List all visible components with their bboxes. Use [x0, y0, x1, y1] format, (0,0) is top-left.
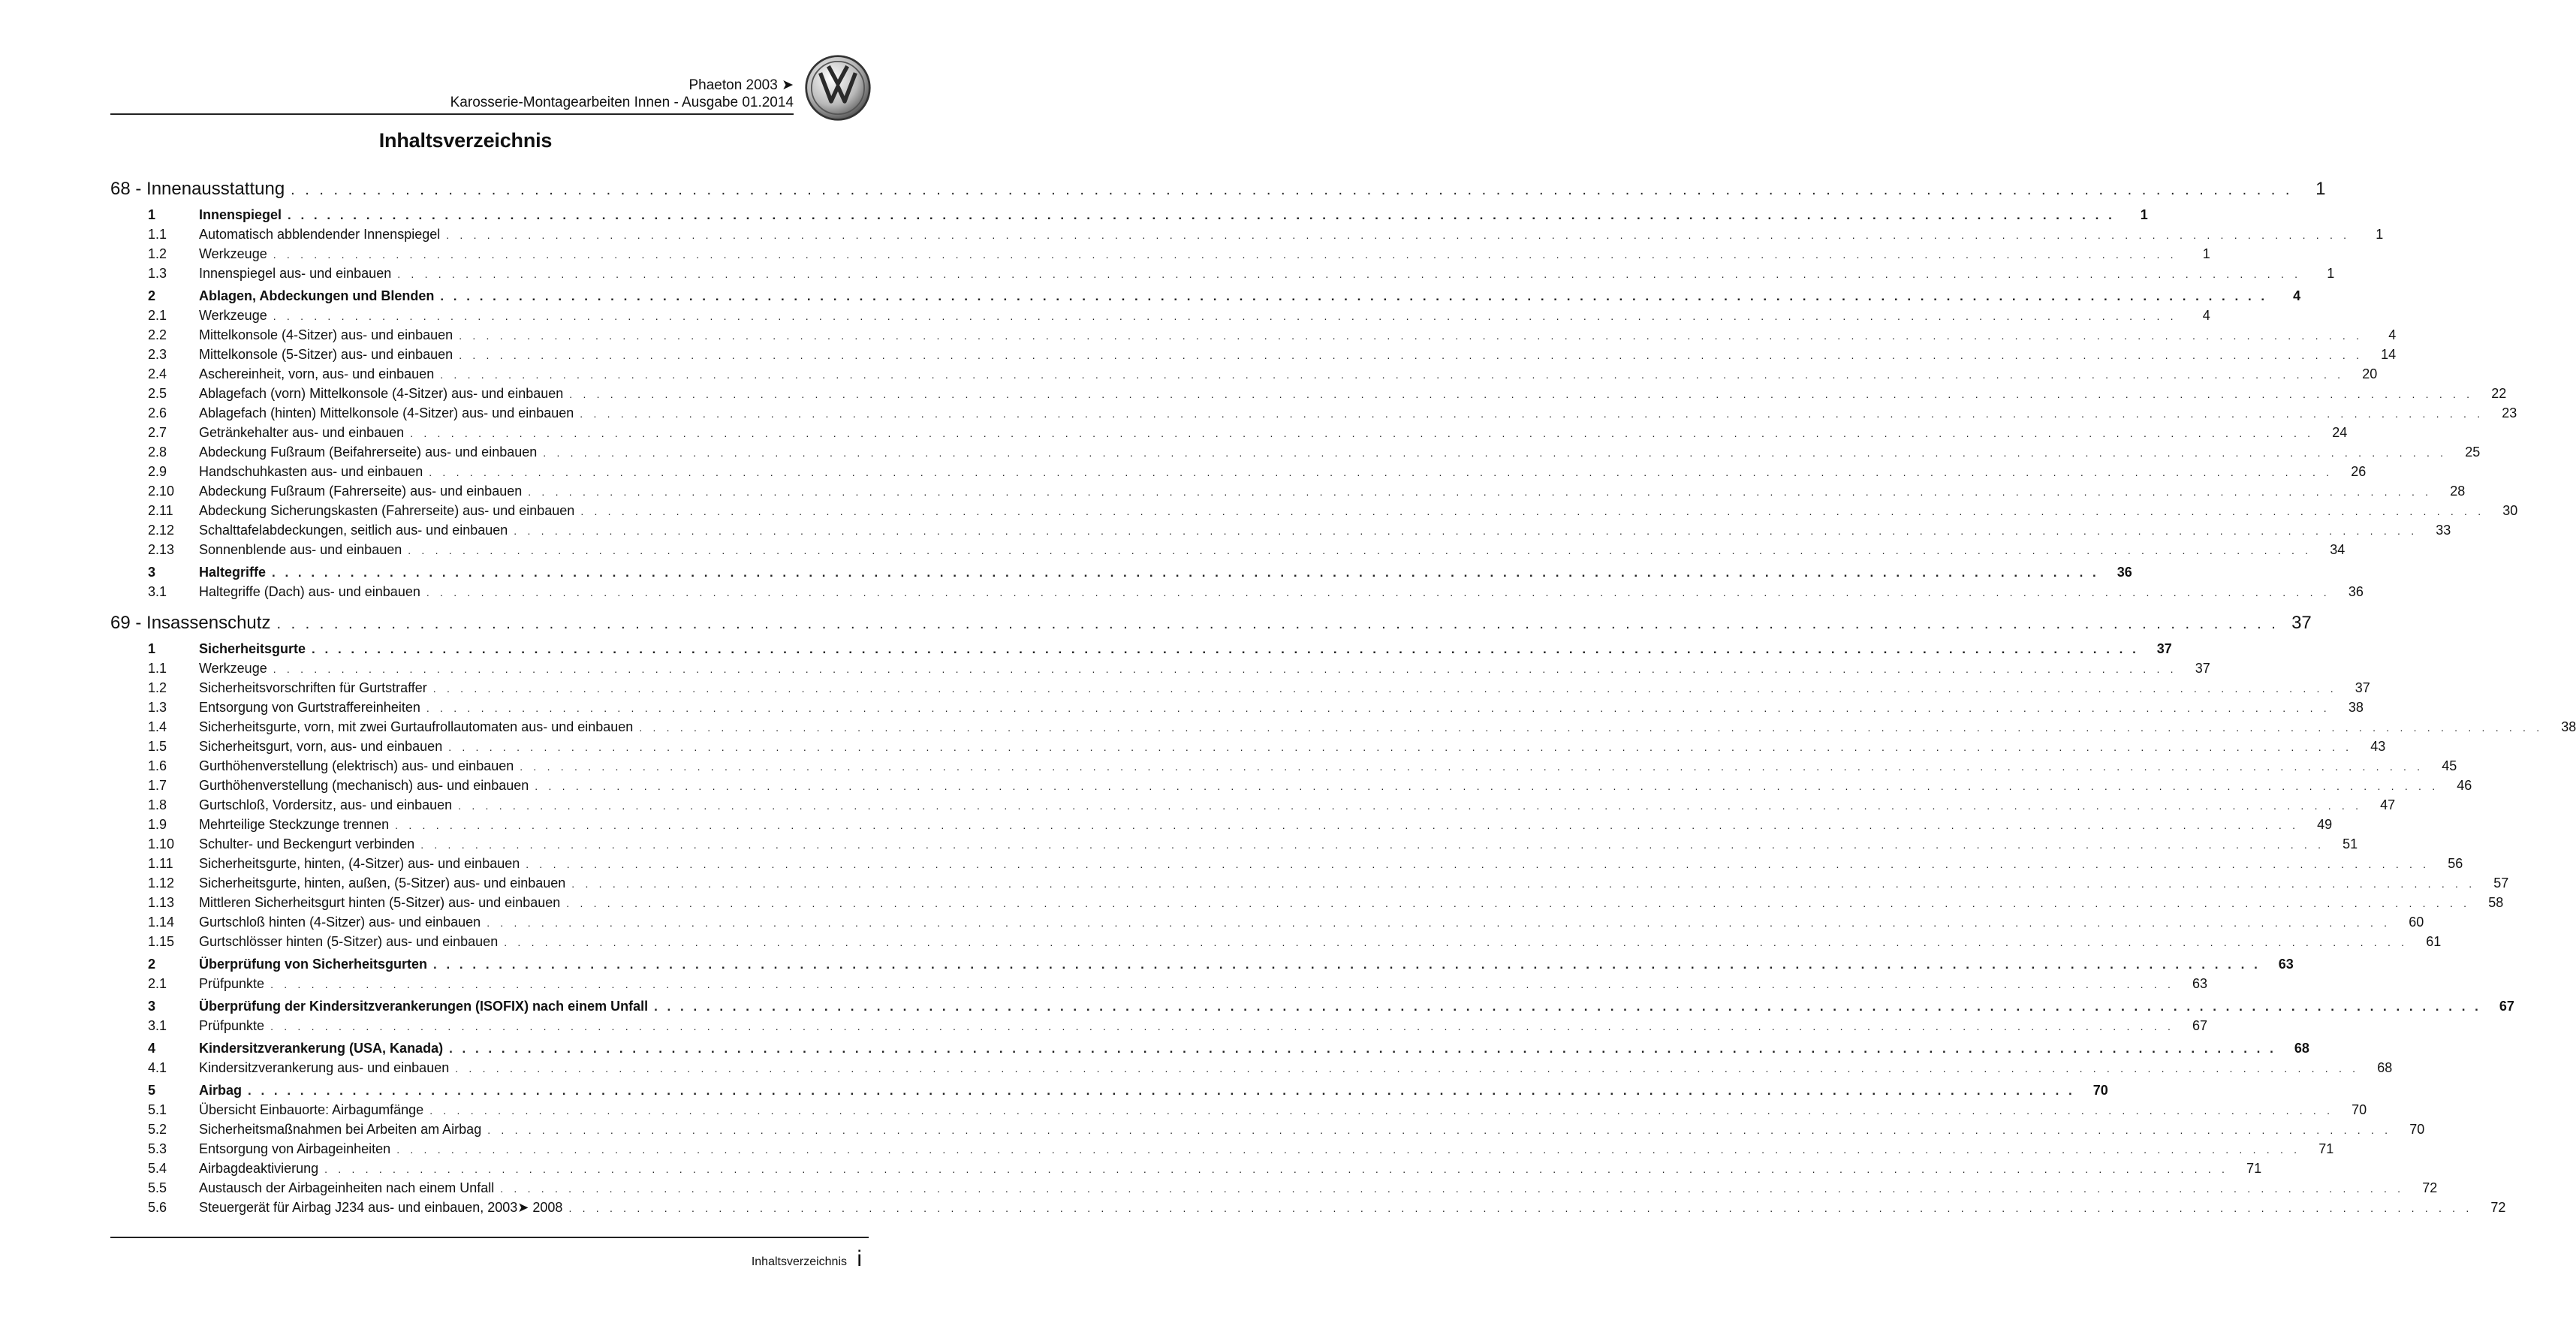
- toc-sub-entry[interactable]: [110, 719, 2576, 739]
- toc-sub-entry[interactable]: [110, 1018, 2208, 1038]
- toc-entry-title: Ablagefach (vorn) Mittelkonsole (4-Sitzer) aus- und einbauen: [199, 386, 564, 401]
- toc-entry-title: Ablagen, Abdeckungen und Blenden: [199, 288, 435, 303]
- toc-entry-number: 2.4: [148, 366, 167, 381]
- toc-entry-page: 49: [2317, 817, 2333, 832]
- toc-entry-page: 37: [2291, 613, 2312, 633]
- toc-entry-page: 72: [2490, 1200, 2506, 1215]
- toc-entry-title: Kindersitzverankerung aus- und einbauen: [199, 1060, 450, 1075]
- page-header: [110, 72, 794, 114]
- toc-entry-number: 5.6: [148, 1200, 167, 1215]
- toc-section-entry[interactable]: [110, 999, 2514, 1018]
- footer-label: Inhaltsverzeichnis: [751, 1255, 847, 1268]
- toc-entry-page: 60: [2409, 915, 2424, 930]
- toc-entry-number: 5.4: [148, 1161, 167, 1176]
- toc-entry-number: 1.10: [148, 836, 175, 851]
- toc-sub-entry[interactable]: [110, 464, 2367, 484]
- toc-sub-entry[interactable]: [110, 895, 2504, 915]
- toc-leader-dots: . . . . . . . . . . . . . . . . . . . . . . . . . . . . . . . . . . . . . . . . . . . . . . . . . . . . . . . . . . . . . . . . . . . . . . . . . . . . . . . . . . . . . . . . . . . . . . . . . . . . . . . . . . . . . . . . . . . . . . . . . . . . . . . . . . . . . . . . . . . .: [273, 663, 2177, 675]
- toc-leader-dots: . . . . . . . . . . . . . . . . . . . . . . . . . . . . . . . . . . . . . . . . . . . . . . . . . . . . . . . . . . . . . . . . . . . . . . . . . . . . . . . . . . . . . . . . . . . . . . . . . . . . . . . . . . . . . . . . . . . . . . . . . . . . . . . . . . . . . . . . . . . .: [426, 702, 2330, 714]
- toc-entry-title: Mittelkonsole (5-Sitzer) aus- und einbauen: [199, 347, 453, 362]
- toc-entry-page: 1: [2315, 179, 2326, 199]
- toc-leader-dots: . . . . . . . . . . . . . . . . . . . . . . . . . . . . . . . . . . . . . . . . . . . . . . . . . . . . . . . . . . . . . . . . . . . . . . . . . . . . . . . . . . . . . . . . . . . . . . . . . . . . . . . . . . . . . . . . . . . . . . . . . . . . . . . . . . . . . . . . . . . .: [580, 408, 2484, 420]
- toc-entry-number: 1.9: [148, 817, 167, 832]
- toc-entry-title: Haltegriffe: [199, 565, 267, 580]
- footer-page-number: i: [857, 1246, 862, 1271]
- toc-sub-entry[interactable]: [110, 797, 2396, 817]
- toc-sub-entry[interactable]: [110, 308, 2210, 327]
- toc-entry-page: 4: [2202, 308, 2210, 323]
- toc-entry-number: 1.11: [148, 856, 173, 871]
- toc-leader-dots: . . . . . . . . . . . . . . . . . . . . . . . . . . . . . . . . . . . . . . . . . . . . . . . . . . . . . . . . . . . . . . . . . . . . . . . . . . . . . . . . . . . . . . . . . . . . . . . . . . . . . . . . . . . . . . . . . . . . . . . . . . . . . . . . . . . . . . . . . . . .: [571, 878, 2476, 890]
- toc-entry-title: Sicherheitsgurt, vorn, aus- und einbauen: [199, 739, 443, 754]
- page-title: Inhaltsverzeichnis: [378, 129, 553, 152]
- toc-entry-number: 1.3: [148, 700, 167, 715]
- toc-entry-page: 37: [2355, 680, 2370, 695]
- toc-entry-number: 1.1: [148, 227, 167, 242]
- toc-sub-entry[interactable]: [110, 484, 2466, 503]
- toc-entry-title: Prüfpunkte: [199, 1018, 265, 1033]
- toc-entry-number: 5: [148, 1083, 156, 1098]
- toc-entry-title: Aschereinheit, vorn, aus- und einbauen: [199, 366, 435, 381]
- toc-entry-number: 1.5: [148, 739, 167, 754]
- toc-entry-number: 2.10: [148, 484, 175, 499]
- toc-leader-dots: . . . . . . . . . . . . . . . . . . . . . . . . . . . . . . . . . . . . . . . . . . . . . . . . . . . . . . . . . . . . . . . . . . . . . . . . . . . . . . . . . . . . . . . . . . . . . . . . . . . . . . . . . . . . . . . . . . . . . . . . . . . . . . . . . . . . . . . . . . . .: [420, 839, 2325, 851]
- toc-sub-entry[interactable]: [110, 680, 2370, 700]
- toc-entry-title: Airbag: [199, 1083, 243, 1098]
- toc-chapter-entry[interactable]: [110, 613, 2312, 641]
- toc-entry-page: 71: [2318, 1141, 2334, 1156]
- toc-entry-title: Innenspiegel: [199, 207, 282, 222]
- toc-leader-dots: . . . . . . . . . . . . . . . . . . . . . . . . . . . . . . . . . . . . . . . . . . . . . . . . . . . . . . . . . . . . . . . . . . . . . . . . . . . . . . . . . . . . . . . . . . . . . . . . . . . . . . . . . . . . . . . . . . . . . . . . . . . . . . . . . . . . . . . . . . . .: [440, 289, 2268, 303]
- toc-sub-entry[interactable]: [110, 503, 2518, 523]
- toc-entry-title: Ablagefach (hinten) Mittelkonsole (4-Sitzer) aus- und einbauen: [199, 405, 574, 420]
- toc-sub-entry[interactable]: [110, 934, 2442, 954]
- toc-leader-dots: . . . . . . . . . . . . . . . . . . . . . . . . . . . . . . . . . . . . . . . . . . . . . . . . . . . . . . . . . . . . . . . . . . . . . . . . . . . . . . . . . . . . . . . . . . . . . . . . . . . . . . . . . . . . . . . . . . . . . . . . . . . . . . . . . . . . . . . . . . . .: [455, 1062, 2360, 1074]
- toc-entry-page: 71: [2246, 1161, 2262, 1176]
- toc-leader-dots: . . . . . . . . . . . . . . . . . . . . . . . . . . . . . . . . . . . . . . . . . . . . . . . . . . . . . . . . . . . . . . . . . . . . . . . . . . . . . . . . . . . . . . . . . . . . . . . . . . . . . . . . . . . . . . . . . . . . . . . . . . . . . . . . . . . . . . . . . . . .: [514, 525, 2418, 537]
- toc-entry-page: 46: [2457, 778, 2472, 793]
- header-divider: [110, 113, 794, 115]
- toc-sub-entry[interactable]: [110, 327, 2397, 347]
- toc-leader-dots: . . . . . . . . . . . . . . . . . . . . . . . . . . . . . . . . . . . . . . . . . . . . . . . . . . . . . . . . . . . . . . . . . . . . . . . . . . . . . . . . . . . . . . . . . . . . . . . . . . . . . . . . . . . . . . . . . . . . . . . . . . . . . . . . . . . . . . . . . . . .: [458, 800, 2363, 812]
- table-of-contents: [110, 179, 2576, 1219]
- toc-leader-dots: . . . . . . . . . . . . . . . . . . . . . . . . . . . . . . . . . . . . . . . . . . . . . . . . . . . . . . . . . . . . . . . . . . . . . . . . . . . . . . . . . . . . . . . . . . . . . . . . . . . . . . . . . . . . . . . . . . . . . . . . . . . . . . . . . . . . . . . . . . . .: [396, 1144, 2301, 1156]
- toc-entry-number: 1.2: [148, 246, 167, 261]
- toc-leader-dots: . . . . . . . . . . . . . . . . . . . . . . . . . . . . . . . . . . . . . . . . . . . . . . . . . . . . . . . . . . . . . . . . . . . . . . . . . . . . . . . . . . . . . . . . . . . . . . . . . . . . . . . . . . . . . . . . . . . . . . . . . . . . . . . . . . . . . . . . . . . .: [270, 978, 2175, 990]
- toc-section-entry[interactable]: [110, 957, 2294, 976]
- toc-entry-title: Gurthöhenverstellung (mechanisch) aus- und einbauen: [199, 778, 529, 793]
- toc-entry-title: Sicherheitsgurte, hinten, außen, (5-Sitzer) aus- und einbauen: [199, 875, 566, 891]
- toc-entry-page: 63: [2192, 976, 2208, 991]
- toc-leader-dots: . . . . . . . . . . . . . . . . . . . . . . . . . . . . . . . . . . . . . . . . . . . . . . . . . . . . . . . . . . . . . . . . . . . . . . . . . . . . . . . . . . . . . . . . . . . . . . . . . . . . . . . . . . . . . . . . . . . . . . . . . . . . . . . . . . . . . . . . . . . .: [432, 683, 2337, 695]
- toc-leader-dots: . . . . . . . . . . . . . . . . . . . . . . . . . . . . . . . . . . . . . . . . . . . . . . . . . . . . . . . . . . . . . . . . . . . . . . . . . . . . . . . . . . . . . . . . . . . . . . . . . . . . . . . . . . . . . . . . . . . . . . . . . . . . . . . . . . . . . . . . . . . .: [459, 349, 2364, 361]
- toc-entry-number: 2.6: [148, 405, 167, 420]
- toc-entry-number: 5.5: [148, 1180, 167, 1195]
- toc-entry-number: 1.13: [148, 895, 175, 910]
- toc-entry-number: 2.9: [148, 464, 167, 479]
- toc-leader-dots: . . . . . . . . . . . . . . . . . . . . . . . . . . . . . . . . . . . . . . . . . . . . . . . . . . . . . . . . . . . . . . . . . . . . . . . . . . . . . . . . . . . . . . . . . . . . . . . . . . . . . . . . . . . . . . . . . . . . . . . . . . . . . . . . . . . . . . . . . . . .: [526, 858, 2430, 870]
- toc-entry-number: 2.2: [148, 327, 167, 342]
- toc-entry-page: 38: [2561, 719, 2576, 734]
- toc-sub-entry[interactable]: [110, 1122, 2425, 1141]
- toc-entry-number: 4: [148, 1041, 156, 1056]
- toc-sub-entry[interactable]: [110, 915, 2424, 934]
- toc-entry-page: 68: [2377, 1060, 2393, 1075]
- toc-leader-dots: . . . . . . . . . . . . . . . . . . . . . . . . . . . . . . . . . . . . . . . . . . . . . . . . . . . . . . . . . . . . . . . . . . . . . . . . . . . . . . . . . . . . . . . . . . . . . . . . . . . . . . . . . . . . . . . . . . . . . . . . . . . . . . . . . . . . . . . . . . . .: [273, 249, 2177, 261]
- toc-entry-number: 5.2: [148, 1122, 167, 1137]
- toc-entry-page: 58: [2488, 895, 2504, 910]
- toc-leader-dots: . . . . . . . . . . . . . . . . . . . . . . . . . . . . . . . . . . . . . . . . . . . . . . . . . . . . . . . . . . . . . . . . . . . . . . . . . . . . . . . . . . . . . . . . . . . . . . . . . . . . . . . . . . . . . . . . . . . . . . . . . . . . . . . . . . . . . . . . . . . .: [270, 1020, 2175, 1032]
- toc-entry-page: 1: [2202, 246, 2210, 261]
- toc-entry-title: Gurthöhenverstellung (elektrisch) aus- und einbauen: [199, 758, 514, 773]
- toc-sub-entry[interactable]: [110, 1060, 2393, 1080]
- toc-section-entry[interactable]: [110, 565, 2132, 584]
- toc-leader-dots: . . . . . . . . . . . . . . . . . . . . . . . . . . . . . . . . . . . . . . . . . . . . . . . . . . . . . . . . . . . . . . . . . . . . . . . . . . . . . . . . . . . . . . . . . . . . . . . . . . . . . . . . . . . . . . . . . . . . . . . . . . . . . . . . . . . . . . . . . . . .: [535, 780, 2439, 792]
- toc-entry-page: 25: [2465, 445, 2481, 460]
- toc-leader-dots: . . . . . . . . . . . . . . . . . . . . . . . . . . . . . . . . . . . . . . . . . . . . . . . . . . . . . . . . . . . . . . . . . . . . . . . . . . . . . . . . . . . . . . . . . . . . . . . . . . . . . . . . . . . . . . . . . . . . . . . . . . . . . . . . . . . . . . . . . . . .: [569, 388, 2474, 400]
- toc-sub-entry[interactable]: [110, 584, 2364, 604]
- toc-entry-title: Sicherheitsgurte, vorn, mit zwei Gurtaufrollautomaten aus- und einbauen: [199, 719, 634, 734]
- toc-entry-number: 2: [148, 288, 156, 303]
- toc-entry-number: 1.6: [148, 758, 167, 773]
- toc-leader-dots: . . . . . . . . . . . . . . . . . . . . . . . . . . . . . . . . . . . . . . . . . . . . . . . . . . . . . . . . . . . . . . . . . . . . . . . . . . . . . . . . . . . . . . . . . . . . . . . . . . . . . . . . . . . . . . . . . . . . . . . . . . . . . . . . . . . . . . . . . . . .: [654, 999, 2481, 1014]
- toc-leader-dots: . . . . . . . . . . . . . . . . . . . . . . . . . . . . . . . . . . . . . . . . . . . . . . . . . . . . . . . . . . . . . . . . . . . . . . . . . . . . . . . . . . . . . . . . . . . . . . . . . . . . . . . . . . . . . . . . . . . . . . . . . . . . . . . . . . . . . . . . . . . .: [639, 722, 2544, 734]
- toc-sub-entry[interactable]: [110, 523, 2451, 542]
- toc-entry-page: 51: [2343, 836, 2358, 851]
- toc-entry-title: Sicherheitsvorschriften für Gurtstraffer: [199, 680, 427, 695]
- toc-entry-number: 2.11: [148, 503, 173, 518]
- toc-entry-page: 56: [2448, 856, 2463, 871]
- toc-entry-title: Schalttafelabdeckungen, seitlich aus- und einbauen: [199, 523, 508, 538]
- toc-entry-title: 68 - Innenausstattung: [110, 179, 285, 199]
- toc-entry-title: Gurtschloß, Vordersitz, aus- und einbauen: [199, 797, 453, 812]
- toc-entry-page: 30: [2502, 503, 2518, 518]
- toc-entry-title: Mehrteilige Steckzunge trennen: [199, 817, 390, 832]
- toc-entry-title: Abdeckung Sicherungskasten (Fahrerseite) aus- und einbauen: [199, 503, 575, 518]
- toc-entry-number: 2.8: [148, 445, 167, 460]
- toc-section-entry[interactable]: [110, 288, 2301, 308]
- toc-entry-number: 2.7: [148, 425, 167, 440]
- toc-leader-dots: . . . . . . . . . . . . . . . . . . . . . . . . . . . . . . . . . . . . . . . . . . . . . . . . . . . . . . . . . . . . . . . . . . . . . . . . . . . . . . . . . . . . . . . . . . . . . . . . . . . . . . . . . . . . . . . . . . . . . . . . . . . . . . . . . . . . . . . . . . . .: [487, 1124, 2392, 1136]
- toc-sub-entry[interactable]: [110, 542, 2346, 562]
- toc-entry-number: 1.15: [148, 934, 175, 949]
- toc-sub-entry[interactable]: [110, 445, 2481, 464]
- toc-sub-entry[interactable]: [110, 758, 2457, 778]
- toc-sub-entry[interactable]: [110, 856, 2463, 875]
- toc-leader-dots: . . . . . . . . . . . . . . . . . . . . . . . . . . . . . . . . . . . . . . . . . . . . . . . . . . . . . . . . . . . . . . . . . . . . . . . . . . . . . . . . . . . . . . . . . . . . . . . . . . . . . . . . . . . . . . . . . . . . . . . . . . . . . . . . . . . . . . . . . . . .: [429, 1105, 2334, 1117]
- toc-leader-dots: . . . . . . . . . . . . . . . . . . . . . . . . . . . . . . . . . . . . . . . . . . . . . . . . . . . . . . . . . . . . . . . . . . . . . . . . . . . . . . . . . . . . . . . . . . . . . . . . . . . . . . . . . . . . . . . . . . . . . . . . . . . . . . . . . . . . . . . . . . . .: [543, 447, 2448, 459]
- toc-entry-page: 38: [2348, 700, 2364, 715]
- toc-leader-dots: . . . . . . . . . . . . . . . . . . . . . . . . . . . . . . . . . . . . . . . . . . . . . . . . . . . . . . . . . . . . . . . . . . . . . . . . . . . . . . . . . . . . . . . . . . . . . . . . . . . . . . . . . . . . . . . . . . . . . . . . . . . . . . . . . . . . . . . . . . . .: [408, 544, 2312, 556]
- header-subtitle: Karosserie-Montagearbeiten Innen - Ausgabe 01.2014: [450, 95, 794, 110]
- toc-sub-entry[interactable]: [110, 836, 2358, 856]
- toc-entry-title: Entsorgung von Airbageinheiten: [199, 1141, 391, 1156]
- toc-entry-page: 20: [2362, 366, 2378, 381]
- toc-leader-dots: . . . . . . . . . . . . . . . . . . . . . . . . . . . . . . . . . . . . . . . . . . . . . . . . . . . . . . . . . . . . . . . . . . . . . . . . . . . . . . . . . . . . . . . . . . . . . . . . . . . . . . . . . . . . . . . . . . . . . . . . . . . . . . . . . . . . . . . . . . . .: [276, 616, 2279, 632]
- toc-entry-number: 1.3: [148, 266, 167, 281]
- toc-entry-page: 4: [2388, 327, 2397, 342]
- toc-leader-dots: . . . . . . . . . . . . . . . . . . . . . . . . . . . . . . . . . . . . . . . . . . . . . . . . . . . . . . . . . . . . . . . . . . . . . . . . . . . . . . . . . . . . . . . . . . . . . . . . . . . . . . . . . . . . . . . . . . . . . . . . . . . . . . . . . . . . . . . . . . . .: [580, 505, 2485, 517]
- toc-entry-number: 3: [148, 999, 156, 1014]
- toc-leader-dots: . . . . . . . . . . . . . . . . . . . . . . . . . . . . . . . . . . . . . . . . . . . . . . . . . . . . . . . . . . . . . . . . . . . . . . . . . . . . . . . . . . . . . . . . . . . . . . . . . . . . . . . . . . . . . . . . . . . . . . . . . . . . . . . . . . . . . . . . . . . .: [446, 229, 2351, 241]
- toc-entry-number: 2: [148, 957, 156, 972]
- toc-leader-dots: . . . . . . . . . . . . . . . . . . . . . . . . . . . . . . . . . . . . . . . . . . . . . . . . . . . . . . . . . . . . . . . . . . . . . . . . . . . . . . . . . . . . . . . . . . . . . . . . . . . . . . . . . . . . . . . . . . . . . . . . . . . . . . . . . . . . . . . . . . . .: [520, 761, 2424, 773]
- toc-entry-page: 14: [2381, 347, 2397, 362]
- toc-sub-entry[interactable]: [110, 700, 2364, 719]
- toc-sub-entry[interactable]: [110, 976, 2208, 996]
- toc-entry-page: 37: [2156, 641, 2172, 656]
- toc-entry-number: 2.3: [148, 347, 167, 362]
- toc-sub-entry[interactable]: [110, 227, 2384, 246]
- toc-leader-dots: . . . . . . . . . . . . . . . . . . . . . . . . . . . . . . . . . . . . . . . . . . . . . . . . . . . . . . . . . . . . . . . . . . . . . . . . . . . . . . . . . . . . . . . . . . . . . . . . . . . . . . . . . . . . . . . . . . . . . . . . . . . . . . . . . . . . . . . . . . . .: [272, 565, 2099, 580]
- toc-entry-number: 2.12: [148, 523, 175, 538]
- toc-entry-number: 1.2: [148, 680, 167, 695]
- toc-section-entry[interactable]: [110, 207, 2148, 227]
- toc-leader-dots: . . . . . . . . . . . . . . . . . . . . . . . . . . . . . . . . . . . . . . . . . . . . . . . . . . . . . . . . . . . . . . . . . . . . . . . . . . . . . . . . . . . . . . . . . . . . . . . . . . . . . . . . . . . . . . . . . . . . . . . . . . . . . . . . . . . . . . . . . . . .: [448, 741, 2353, 753]
- toc-entry-page: 70: [2409, 1122, 2425, 1137]
- toc-entry-page: 47: [2380, 797, 2396, 812]
- toc-entry-title: Überprüfung der Kindersitzverankerungen (ISOFIX) nach einem Unfall: [199, 999, 649, 1014]
- toc-entry-number: 1.14: [148, 915, 175, 930]
- toc-entry-title: Entsorgung von Gurtstraffereinheiten: [199, 700, 420, 715]
- toc-leader-dots: . . . . . . . . . . . . . . . . . . . . . . . . . . . . . . . . . . . . . . . . . . . . . . . . . . . . . . . . . . . . . . . . . . . . . . . . . . . . . . . . . . . . . . . . . . . . . . . . . . . . . . . . . . . . . . . . . . . . . . . . . . . . . . . . . . . . . . . . . . . .: [566, 897, 2471, 909]
- toc-entry-page: 22: [2491, 386, 2507, 401]
- toc-sub-entry[interactable]: [110, 405, 2517, 425]
- footer-divider: [110, 1237, 869, 1238]
- toc-entry-title: Abdeckung Fußraum (Fahrerseite) aus- und einbauen: [199, 484, 523, 499]
- toc-entry-title: 69 - Insassenschutz: [110, 613, 271, 633]
- toc-entry-title: Airbagdeaktivierung: [199, 1161, 319, 1176]
- toc-sub-entry[interactable]: [110, 386, 2507, 405]
- toc-entry-title: Abdeckung Fußraum (Beifahrerseite) aus- und einbauen: [199, 445, 538, 460]
- toc-leader-dots: . . . . . . . . . . . . . . . . . . . . . . . . . . . . . . . . . . . . . . . . . . . . . . . . . . . . . . . . . . . . . . . . . . . . . . . . . . . . . . . . . . . . . . . . . . . . . . . . . . . . . . . . . . . . . . . . . . . . . . . . . . . . . . . . . . . . . . . . . . . .: [433, 957, 2261, 972]
- toc-entry-title: Werkzeuge: [199, 661, 267, 676]
- toc-entry-number: 3.1: [148, 584, 167, 599]
- vw-logo-icon: [804, 54, 872, 122]
- toc-entry-title: Haltegriffe (Dach) aus- und einbauen: [199, 584, 420, 599]
- toc-leader-dots: . . . . . . . . . . . . . . . . . . . . . . . . . . . . . . . . . . . . . . . . . . . . . . . . . . . . . . . . . . . . . . . . . . . . . . . . . . . . . . . . . . . . . . . . . . . . . . . . . . . . . . . . . . . . . . . . . . . . . . . . . . . . . . . . . . . . . . . . . . . .: [410, 427, 2315, 439]
- toc-section-entry[interactable]: [110, 1083, 2108, 1102]
- toc-leader-dots: . . . . . . . . . . . . . . . . . . . . . . . . . . . . . . . . . . . . . . . . . . . . . . . . . . . . . . . . . . . . . . . . . . . . . . . . . . . . . . . . . . . . . . . . . . . . . . . . . . . . . . . . . . . . . . . . . . . . . . . . . . . . . . . . . . . . . . . . . . . .: [459, 330, 2364, 342]
- toc-entry-page: 1: [2327, 266, 2335, 281]
- toc-entry-number: 3.1: [148, 1018, 167, 1033]
- toc-entry-title: Werkzeuge: [199, 308, 267, 323]
- toc-leader-dots: . . . . . . . . . . . . . . . . . . . . . . . . . . . . . . . . . . . . . . . . . . . . . . . . . . . . . . . . . . . . . . . . . . . . . . . . . . . . . . . . . . . . . . . . . . . . . . . . . . . . . . . . . . . . . . . . . . . . . . . . . . . . . . . . . . . . . . . . . . . .: [568, 1202, 2473, 1214]
- toc-sub-entry[interactable]: [110, 425, 2348, 445]
- toc-leader-dots: . . . . . . . . . . . . . . . . . . . . . . . . . . . . . . . . . . . . . . . . . . . . . . . . . . . . . . . . . . . . . . . . . . . . . . . . . . . . . . . . . . . . . . . . . . . . . . . . . . . . . . . . . . . . . . . . . . . . . . . . . . . . . . . . . . . . . . . . . . . .: [397, 268, 2302, 280]
- toc-leader-dots: . . . . . . . . . . . . . . . . . . . . . . . . . . . . . . . . . . . . . . . . . . . . . . . . . . . . . . . . . . . . . . . . . . . . . . . . . . . . . . . . . . . . . . . . . . . . . . . . . . . . . . . . . . . . . . . . . . . . . . . . . . . . . . . . . . . . . . . . . . . .: [248, 1083, 2075, 1098]
- toc-leader-dots: . . . . . . . . . . . . . . . . . . . . . . . . . . . . . . . . . . . . . . . . . . . . . . . . . . . . . . . . . . . . . . . . . . . . . . . . . . . . . . . . . . . . . . . . . . . . . . . . . . . . . . . . . . . . . . . . . . . . . . . . . . . . . . . . . . . . . . . . . . . .: [291, 182, 2293, 198]
- toc-entry-title: Steuergerät für Airbag J234 aus- und einbauen, 2003➤ 2008: [199, 1200, 563, 1215]
- toc-entry-number: 1: [148, 641, 156, 656]
- toc-entry-page: 61: [2426, 934, 2442, 949]
- toc-entry-number: 5.3: [148, 1141, 167, 1156]
- toc-entry-number: 2.13: [148, 542, 175, 557]
- toc-entry-title: Innenspiegel aus- und einbauen: [199, 266, 392, 281]
- toc-leader-dots: . . . . . . . . . . . . . . . . . . . . . . . . . . . . . . . . . . . . . . . . . . . . . . . . . . . . . . . . . . . . . . . . . . . . . . . . . . . . . . . . . . . . . . . . . . . . . . . . . . . . . . . . . . . . . . . . . . . . . . . . . . . . . . . . . . . . . . . . . . . .: [500, 1183, 2405, 1195]
- toc-entry-page: 68: [2294, 1041, 2309, 1056]
- toc-entry-page: 70: [2352, 1102, 2367, 1117]
- toc-leader-dots: . . . . . . . . . . . . . . . . . . . . . . . . . . . . . . . . . . . . . . . . . . . . . . . . . . . . . . . . . . . . . . . . . . . . . . . . . . . . . . . . . . . . . . . . . . . . . . . . . . . . . . . . . . . . . . . . . . . . . . . . . . . . . . . . . . . . . . . . . . . .: [288, 208, 2115, 222]
- toc-entry-page: 43: [2370, 739, 2386, 754]
- toc-entry-page: 36: [2117, 565, 2132, 580]
- toc-section-entry[interactable]: [110, 1041, 2309, 1060]
- toc-entry-number: 3: [148, 565, 156, 580]
- toc-sub-entry[interactable]: [110, 817, 2333, 836]
- toc-entry-title: Schulter- und Beckengurt verbinden: [199, 836, 415, 851]
- toc-leader-dots: . . . . . . . . . . . . . . . . . . . . . . . . . . . . . . . . . . . . . . . . . . . . . . . . . . . . . . . . . . . . . . . . . . . . . . . . . . . . . . . . . . . . . . . . . . . . . . . . . . . . . . . . . . . . . . . . . . . . . . . . . . . . . . . . . . . . . . . . . . . .: [504, 936, 2409, 948]
- toc-entry-title: Sicherheitsgurte: [199, 641, 306, 656]
- toc-entry-number: 2.1: [148, 976, 167, 991]
- toc-entry-title: Sonnenblende aus- und einbauen: [199, 542, 402, 557]
- toc-entry-title: Automatisch abblendender Innenspiegel: [199, 227, 441, 242]
- toc-entry-title: Handschuhkasten aus- und einbauen: [199, 464, 423, 479]
- toc-entry-page: 4: [2293, 288, 2301, 303]
- toc-sub-entry[interactable]: [110, 661, 2210, 680]
- toc-entry-title: Mittleren Sicherheitsgurt hinten (5-Sitzer) aus- und einbauen: [199, 895, 561, 910]
- toc-entry-page: 72: [2422, 1180, 2438, 1195]
- toc-entry-title: Mittelkonsole (4-Sitzer) aus- und einbauen: [199, 327, 453, 342]
- toc-entry-number: 1: [148, 207, 156, 222]
- toc-entry-number: 2.1: [148, 308, 167, 323]
- toc-sub-entry[interactable]: [110, 366, 2378, 386]
- toc-entry-title: Sicherheitsgurte, hinten, (4-Sitzer) aus- und einbauen: [199, 856, 520, 871]
- toc-entry-number: 1.7: [148, 778, 167, 793]
- toc-entry-title: Austausch der Airbageinheiten nach einem Unfall: [199, 1180, 495, 1195]
- toc-sub-entry[interactable]: [110, 266, 2335, 285]
- toc-sub-entry[interactable]: [110, 1161, 2262, 1180]
- toc-entry-page: 33: [2436, 523, 2451, 538]
- toc-sub-entry[interactable]: [110, 778, 2472, 797]
- toc-sub-entry[interactable]: [110, 1141, 2334, 1161]
- toc-chapter-entry[interactable]: [110, 179, 2326, 207]
- toc-sub-entry[interactable]: [110, 1102, 2367, 1122]
- toc-leader-dots: . . . . . . . . . . . . . . . . . . . . . . . . . . . . . . . . . . . . . . . . . . . . . . . . . . . . . . . . . . . . . . . . . . . . . . . . . . . . . . . . . . . . . . . . . . . . . . . . . . . . . . . . . . . . . . . . . . . . . . . . . . . . . . . . . . . . . . . . . . . .: [312, 642, 2139, 656]
- toc-entry-title: Prüfpunkte: [199, 976, 265, 991]
- toc-leader-dots: . . . . . . . . . . . . . . . . . . . . . . . . . . . . . . . . . . . . . . . . . . . . . . . . . . . . . . . . . . . . . . . . . . . . . . . . . . . . . . . . . . . . . . . . . . . . . . . . . . . . . . . . . . . . . . . . . . . . . . . . . . . . . . . . . . . . . . . . . . . .: [487, 917, 2391, 929]
- toc-entry-page: 37: [2195, 661, 2210, 676]
- toc-entry-number: 1.1: [148, 661, 167, 676]
- toc-entry-title: Gurtschlösser hinten (5-Sitzer) aus- und einbauen: [199, 934, 499, 949]
- toc-entry-page: 63: [2278, 957, 2294, 972]
- toc-entry-page: 70: [2092, 1083, 2108, 1098]
- toc-entry-title: Getränkehalter aus- und einbauen: [199, 425, 405, 440]
- toc-sub-entry[interactable]: [110, 739, 2386, 758]
- toc-entry-number: 2.5: [148, 386, 167, 401]
- toc-entry-number: 1.4: [148, 719, 167, 734]
- header-model: Phaeton 2003 ➤: [688, 77, 794, 93]
- toc-entry-title: Übersicht Einbauorte: Airbagumfänge: [199, 1102, 424, 1117]
- toc-sub-entry[interactable]: [110, 246, 2210, 266]
- toc-leader-dots: . . . . . . . . . . . . . . . . . . . . . . . . . . . . . . . . . . . . . . . . . . . . . . . . . . . . . . . . . . . . . . . . . . . . . . . . . . . . . . . . . . . . . . . . . . . . . . . . . . . . . . . . . . . . . . . . . . . . . . . . . . . . . . . . . . . . . . . . . . . .: [395, 819, 2300, 831]
- toc-entry-page: 1: [2140, 207, 2148, 222]
- toc-entry-page: 67: [2192, 1018, 2208, 1033]
- toc-entry-page: 24: [2332, 425, 2348, 440]
- toc-entry-number: 1.12: [148, 875, 175, 891]
- toc-leader-dots: . . . . . . . . . . . . . . . . . . . . . . . . . . . . . . . . . . . . . . . . . . . . . . . . . . . . . . . . . . . . . . . . . . . . . . . . . . . . . . . . . . . . . . . . . . . . . . . . . . . . . . . . . . . . . . . . . . . . . . . . . . . . . . . . . . . . . . . . . . . .: [429, 466, 2333, 478]
- toc-entry-title: Sicherheitsmaßnahmen bei Arbeiten am Airbag: [199, 1122, 482, 1137]
- toc-entry-title: Gurtschloß hinten (4-Sitzer) aus- und einbauen: [199, 915, 481, 930]
- toc-entry-number: 4.1: [148, 1060, 167, 1075]
- toc-entry-page: 23: [2502, 405, 2517, 420]
- toc-entry-page: 45: [2442, 758, 2457, 773]
- toc-entry-title: Kindersitzverankerung (USA, Kanada): [199, 1041, 444, 1056]
- toc-entry-page: 28: [2450, 484, 2466, 499]
- toc-leader-dots: . . . . . . . . . . . . . . . . . . . . . . . . . . . . . . . . . . . . . . . . . . . . . . . . . . . . . . . . . . . . . . . . . . . . . . . . . . . . . . . . . . . . . . . . . . . . . . . . . . . . . . . . . . . . . . . . . . . . . . . . . . . . . . . . . . . . . . . . . . . .: [440, 369, 2345, 381]
- toc-section-entry[interactable]: [110, 641, 2172, 661]
- toc-sub-entry[interactable]: [110, 875, 2509, 895]
- toc-entry-title: Überprüfung von Sicherheitsgurten: [199, 957, 428, 972]
- toc-leader-dots: . . . . . . . . . . . . . . . . . . . . . . . . . . . . . . . . . . . . . . . . . . . . . . . . . . . . . . . . . . . . . . . . . . . . . . . . . . . . . . . . . . . . . . . . . . . . . . . . . . . . . . . . . . . . . . . . . . . . . . . . . . . . . . . . . . . . . . . . . . . .: [426, 586, 2330, 598]
- toc-leader-dots: . . . . . . . . . . . . . . . . . . . . . . . . . . . . . . . . . . . . . . . . . . . . . . . . . . . . . . . . . . . . . . . . . . . . . . . . . . . . . . . . . . . . . . . . . . . . . . . . . . . . . . . . . . . . . . . . . . . . . . . . . . . . . . . . . . . . . . . . . . . .: [449, 1041, 2276, 1056]
- toc-leader-dots: . . . . . . . . . . . . . . . . . . . . . . . . . . . . . . . . . . . . . . . . . . . . . . . . . . . . . . . . . . . . . . . . . . . . . . . . . . . . . . . . . . . . . . . . . . . . . . . . . . . . . . . . . . . . . . . . . . . . . . . . . . . . . . . . . . . . . . . . . . . .: [273, 310, 2177, 322]
- toc-entry-page: 36: [2348, 584, 2364, 599]
- toc-entry-page: 57: [2493, 875, 2509, 891]
- toc-entry-page: 1: [2376, 227, 2384, 242]
- toc-leader-dots: . . . . . . . . . . . . . . . . . . . . . . . . . . . . . . . . . . . . . . . . . . . . . . . . . . . . . . . . . . . . . . . . . . . . . . . . . . . . . . . . . . . . . . . . . . . . . . . . . . . . . . . . . . . . . . . . . . . . . . . . . . . . . . . . . . . . . . . . . . . .: [324, 1163, 2229, 1175]
- toc-entry-page: 26: [2351, 464, 2367, 479]
- toc-entry-number: 5.1: [148, 1102, 167, 1117]
- toc-sub-entry[interactable]: [110, 1200, 2506, 1219]
- toc-entry-page: 34: [2330, 542, 2346, 557]
- toc-entry-title: Werkzeuge: [199, 246, 267, 261]
- toc-entry-number: 1.8: [148, 797, 167, 812]
- toc-leader-dots: . . . . . . . . . . . . . . . . . . . . . . . . . . . . . . . . . . . . . . . . . . . . . . . . . . . . . . . . . . . . . . . . . . . . . . . . . . . . . . . . . . . . . . . . . . . . . . . . . . . . . . . . . . . . . . . . . . . . . . . . . . . . . . . . . . . . . . . . . . . .: [528, 486, 2433, 498]
- toc-sub-entry[interactable]: [110, 1180, 2438, 1200]
- toc-sub-entry[interactable]: [110, 347, 2397, 366]
- toc-entry-page: 67: [2499, 999, 2514, 1014]
